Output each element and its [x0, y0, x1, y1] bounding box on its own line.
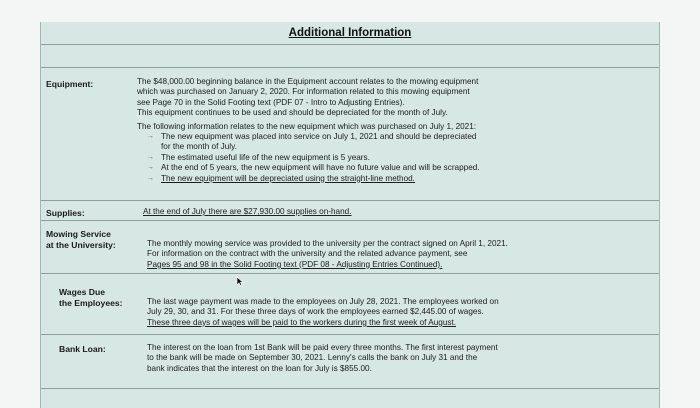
- arrow-icon: →: [147, 133, 154, 140]
- text-line: see Page 70 in the Solid Footing text (PDF 07 - Intro to Adjusting Entries).: [137, 97, 405, 107]
- text-line: This equipment continues to be used and should be depreciated for the month of July.: [137, 108, 448, 118]
- section-title: Additional Information: [288, 27, 412, 39]
- divider: [41, 334, 659, 335]
- mowing-service-text: [147, 239, 508, 270]
- arrow-icon: →: [147, 174, 154, 182]
- text-line: For information on the contract with the university and the related advance payment, see: [147, 249, 468, 259]
- divider: [41, 44, 659, 45]
- equipment-label: Equipment:: [46, 79, 94, 89]
- supplies-label: Supplies:: [46, 208, 85, 218]
- divider: [41, 200, 659, 201]
- mowing-service-label: Mowing Service at the University:: [46, 229, 116, 250]
- list-item: → The estimated useful life of the new equipment is 5 years.: [147, 152, 370, 162]
- bank-loan-text: [147, 343, 498, 374]
- arrow-icon: →: [147, 153, 154, 161]
- text-line: July 29, 30, and 31. For these three days of work the employees earned $2,445.00 of wages.: [147, 307, 484, 317]
- divider: [41, 220, 659, 221]
- divider: [41, 273, 659, 274]
- list-item: → At the end of 5 years, the new equipment will have no future value and will be scrapped.: [147, 163, 480, 173]
- new-equipment-intro: The following information relates to the new equipment which was purchased on July 1, 2021:: [137, 122, 477, 131]
- mouse-cursor-icon: [235, 276, 245, 286]
- wages-text: [147, 297, 499, 328]
- new-equipment-list: [137, 132, 480, 184]
- list-item: → The new equipment will be depreciated using the straight-line method.: [147, 173, 415, 183]
- supplies-text: At the end of July there are $27,930.00 supplies on-hand.: [143, 207, 352, 216]
- additional-information-panel: [40, 22, 660, 408]
- text-line: The monthly mowing service was provided to the university per the contract signed on April 1, 2021.: [147, 239, 508, 248]
- list-item-continuation: for the month of July.: [161, 142, 237, 152]
- wages-label: Wages Due the Employees:: [59, 287, 123, 308]
- text-line: The $48,000.00 beginning balance in the Equipment account relates to the mowing equipment: [137, 77, 479, 86]
- text-line: These three days of wages will be paid to the workers during the first week of August.: [147, 317, 457, 327]
- text-line: The last wage payment was made to the employees on July 28, 2021. The employees worked on: [147, 297, 499, 306]
- text-line: The interest on the loan from 1st Bank will be paid every three months. The first interest payment: [147, 343, 498, 352]
- divider: [41, 67, 659, 68]
- text-line: Pages 95 and 98 in the Solid Footing text (PDF 08 - Adjusting Entries Continued).: [147, 259, 443, 269]
- list-item: → The new equipment was placed into service on July 1, 2021 and should be depreciated: [147, 132, 477, 141]
- text-line: which was purchased on January 2, 2020. For information related to this mowing equipment: [137, 87, 470, 97]
- text-line: to the bank will be made on September 30, 2021. Lenny's calls the bank on July 31 and the: [147, 353, 478, 363]
- bank-loan-label: Bank Loan:: [59, 344, 106, 354]
- divider: [41, 388, 659, 389]
- text-line: bank indicates that the interest on the loan for July is $855.00.: [147, 363, 372, 373]
- equipment-description: [137, 77, 478, 119]
- arrow-icon: →: [147, 164, 154, 172]
